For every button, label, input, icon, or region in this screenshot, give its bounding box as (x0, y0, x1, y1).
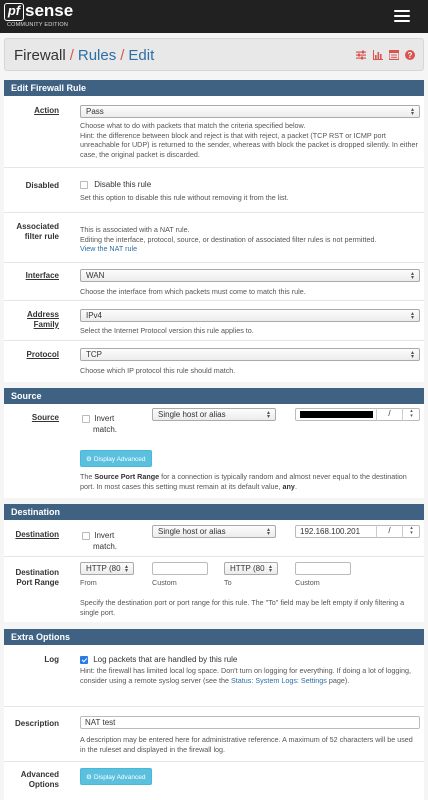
address-family-help-text: Select the Internet Protocol version this rule applies to. (80, 326, 254, 335)
destination-mask-select[interactable]: ▴ ▾ (410, 525, 413, 536)
interface-row (4, 263, 424, 301)
logo-edition: COMMUNITY EDITION (7, 22, 69, 28)
action-hint-text: Hint: the difference between block and reject is that with reject, a packet (TCP RST or ICMP port unreachable for UDP) is returned to the sender, whereas with block the packet is dropped silently. In either case, the original packet is discarded. (80, 130, 418, 159)
interface-help-text: Choose the interface from which packets must come to match this rule. (80, 287, 306, 296)
action-help-text: Choose what to do with packets that match the criteria specified below. (80, 121, 306, 130)
source-type-select[interactable]: Single host or alias ▴▾ (152, 408, 276, 421)
destination-port-help-text: Specify the destination port or port range for this rule. The "To" field may be left empty if only filtering a single port. (80, 598, 405, 617)
destination-address-group (295, 525, 420, 538)
source-mask-select[interactable]: ▴ ▾ (410, 408, 413, 419)
disable-rule-checkbox[interactable] (80, 181, 88, 189)
help-icon[interactable] (405, 50, 415, 60)
interface-select[interactable]: WAN ▴▾ (80, 269, 420, 282)
system-logs-settings-link[interactable]: Status: System Logs: Settings (231, 675, 327, 685)
breadcrumb-rules-link[interactable]: Rules (77, 47, 117, 64)
action-label: Action (34, 106, 59, 115)
log-packets-checkbox[interactable] (80, 656, 88, 664)
breadcrumb-bar (4, 38, 424, 71)
protocol-help-text: Choose which IP protocol this rule should match. (80, 366, 236, 375)
disabled-help-text: Set this option to disable this rule without removing it from the list. (80, 193, 289, 202)
port-from-caption: From (80, 578, 97, 587)
source-display-advanced-button[interactable]: ⚙ Display Advanced (80, 450, 152, 467)
list-icon[interactable] (389, 50, 399, 60)
bar-chart-icon[interactable] (373, 50, 383, 60)
breadcrumb-separator: / (120, 47, 125, 64)
breadcrumb-separator: / (69, 47, 74, 64)
gear-icon: ⚙ (86, 774, 92, 781)
advanced-options-row (4, 762, 424, 800)
source-help-text: The Source Port Range for a connection is typically random and almost never equal to the destination port. In most cases this setting must remain at its default value, any. (80, 472, 407, 491)
destination-row: Destination Invert match. Single host or alias ▴▾ 192.168.100.201 / ▴ ▾ (4, 520, 424, 557)
destination-port-to-select[interactable]: HTTP (80 ▴▾ (224, 562, 278, 575)
description-label: Description (14, 719, 59, 728)
pfsense-logo[interactable] (4, 3, 76, 30)
associated-filter-label: Associated filter rule (16, 222, 59, 241)
interface-label: Interface (25, 271, 59, 280)
logo-name: sense (25, 1, 74, 20)
top-navbar (0, 0, 428, 33)
shortcut-icons (352, 50, 415, 62)
source-mask-separator: / (376, 408, 403, 421)
disabled-label: Disabled (25, 181, 59, 190)
protocol-row (4, 341, 424, 382)
disable-rule-checkbox-label: Disable this rule (94, 180, 152, 189)
section-heading-edit-rule: Edit Firewall Rule (4, 80, 424, 96)
sliders-icon[interactable] (356, 50, 366, 60)
destination-label: Destination (15, 530, 59, 539)
action-select[interactable]: Pass ▴▾ (80, 105, 420, 118)
advanced-options-display-button[interactable]: ⚙ Display Advanced (80, 768, 152, 785)
advanced-options-label: Advanced Options (20, 770, 59, 789)
breadcrumb-edit-link[interactable]: Edit (128, 47, 155, 64)
protocol-select[interactable]: TCP ▴▾ (80, 348, 420, 361)
section-heading-source: Source (4, 388, 424, 404)
associated-edit-warning: Editing the interface, protocol, source, or destination of associated filter rules is not permitted. (80, 234, 377, 244)
protocol-label: Protocol (26, 350, 59, 359)
destination-port-to-custom-input[interactable] (295, 562, 351, 575)
address-family-select[interactable]: IPv4 ▴▾ (80, 309, 420, 322)
destination-port-from-select[interactable]: HTTP (80 ▴▾ (80, 562, 134, 575)
logo-mark: pf (4, 3, 24, 21)
source-invert-checkbox[interactable] (82, 415, 90, 423)
address-family-row (4, 301, 424, 341)
gear-icon: ⚙ (86, 456, 92, 463)
destination-address-input[interactable]: 192.168.100.201 (300, 527, 361, 536)
svg-text:?: ? (407, 51, 413, 60)
destination-port-label: Destination Port Range (15, 568, 59, 587)
address-family-label: Address Family (26, 310, 59, 329)
log-label: Log (44, 655, 59, 664)
redacted-address (300, 411, 373, 418)
destination-type-select[interactable]: Single host or alias ▴▾ (152, 525, 276, 538)
destination-invert-checkbox[interactable] (82, 532, 90, 540)
description-input[interactable]: NAT test (80, 716, 420, 729)
source-label: Source (31, 413, 59, 422)
port-from-custom-caption: Custom (152, 578, 177, 587)
source-address-group (295, 408, 420, 421)
log-row (4, 645, 424, 707)
breadcrumb-firewall: Firewall (14, 47, 66, 64)
source-row: Source Invert match. Single host or alias ▴▾ / ▴ ▾ ⚙ Display Advanced The Source Port Range for a connection is typically random and almost never equal to the destination port. In most cases this setting must remain at its default value, any. (4, 404, 424, 498)
port-to-caption: To (224, 578, 232, 587)
breadcrumb (14, 47, 154, 64)
destination-invert-label: Invert (94, 531, 115, 540)
section-heading-extra-options: Extra Options (4, 629, 424, 645)
destination-port-row (4, 557, 424, 622)
view-nat-rule-link[interactable]: View the NAT rule (80, 244, 138, 254)
description-help-text: A description may be entered here for administrative reference. A maximum of 52 characters will be used in the ruleset and displayed in the firewall log. (80, 735, 413, 754)
source-invert-label: Invert (94, 414, 115, 423)
disabled-row (4, 168, 424, 213)
port-to-custom-caption: Custom (295, 578, 320, 587)
associated-nat-text: This is associated with a NAT rule. (80, 225, 190, 234)
description-row (4, 707, 424, 762)
menu-toggle-icon[interactable] (394, 10, 410, 22)
action-row (4, 96, 424, 168)
associated-filter-row (4, 213, 424, 263)
destination-port-from-custom-input[interactable] (152, 562, 208, 575)
destination-mask-separator: / (376, 525, 403, 538)
log-help-text: Hint: the firewall has limited local log space. Don't turn on logging for everything. If doing a lot of logging, consider using a remote syslog server (see the Status: System Logs: Settings page). (80, 666, 411, 685)
log-packets-checkbox-label: Log packets that are handled by this rule (93, 655, 238, 664)
section-heading-destination: Destination (4, 504, 424, 520)
